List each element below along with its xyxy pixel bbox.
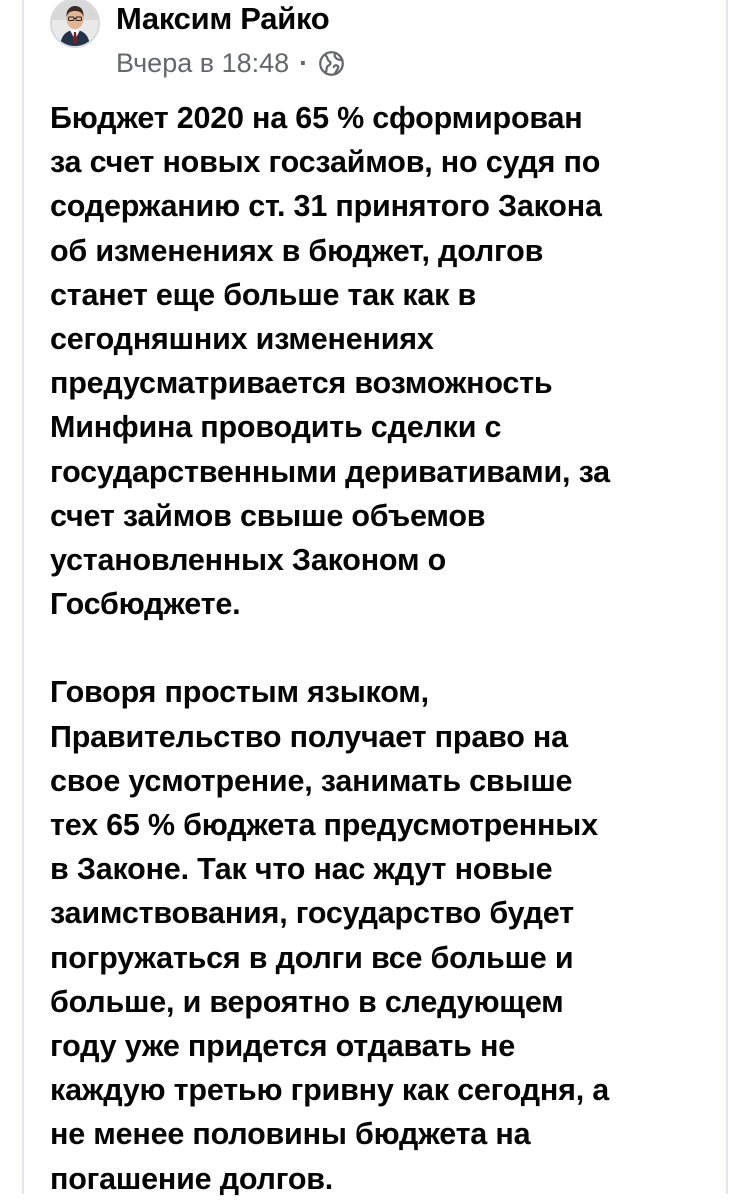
text-line: году уже придется отдавать не (50, 1029, 515, 1064)
text-line: погружаться в долги все больше и (50, 940, 574, 975)
text-line: установленных Законом о (50, 543, 447, 578)
avatar[interactable] (50, 0, 100, 48)
text-line: сегодняшних изменениях (50, 322, 434, 357)
text-line: Бюджет 2020 на 65 % сформирован (50, 101, 583, 135)
globe-icon[interactable] (318, 50, 345, 77)
post (50, 0, 710, 1201)
text-line: предусматривается возможность (50, 366, 553, 401)
paragraph-2 (50, 670, 710, 1200)
paragraph-1 (50, 96, 710, 626)
post-subline (116, 48, 345, 78)
post-card-right-border (726, 0, 728, 1194)
text-line: в Законе. Так что нас ждут новые (50, 852, 553, 887)
text-line: станет еще больше так как в (50, 277, 477, 312)
text-line: не менее половины бюджета на (50, 1117, 531, 1152)
text-line: заимствования, государство будет (50, 896, 574, 931)
text-line: тех 65 % бюджета предусмотренных (50, 808, 598, 843)
text-line: Правительство получает право на (50, 719, 568, 754)
post-meta (116, 0, 345, 78)
text-line: за счет новых госзаймов, но судя по (50, 145, 601, 180)
post-text (50, 96, 710, 1201)
paragraph-gap (50, 626, 710, 670)
author-name[interactable]: Максим Райко (116, 1, 330, 36)
text-line: Минфина проводить сделки с (50, 410, 502, 445)
avatar-photo-icon (52, 0, 98, 46)
text-line: больше, и вероятно в следующем (50, 984, 564, 1019)
text-line: содержанию ст. 31 принятого Закона (50, 189, 602, 224)
text-line: погашение долгов. (50, 1161, 334, 1196)
text-line: об изменениях в бюджет, долгов (50, 233, 544, 268)
text-line: государственными деривативами, за (50, 454, 610, 489)
text-line: счет займов свыше объемов (50, 498, 486, 533)
text-line: Госбюджете. (50, 587, 241, 622)
text-line: свое усмотрение, занимать свыше (50, 763, 573, 798)
post-header (50, 0, 710, 92)
separator-dot: · (299, 48, 309, 78)
post-card-left-border (22, 0, 24, 1194)
post-timestamp[interactable]: Вчера в 18:48 (116, 48, 290, 78)
text-line: Говоря простым языком, (50, 675, 429, 710)
text-line: каждую третью гривну как сегодня, а (50, 1073, 610, 1108)
